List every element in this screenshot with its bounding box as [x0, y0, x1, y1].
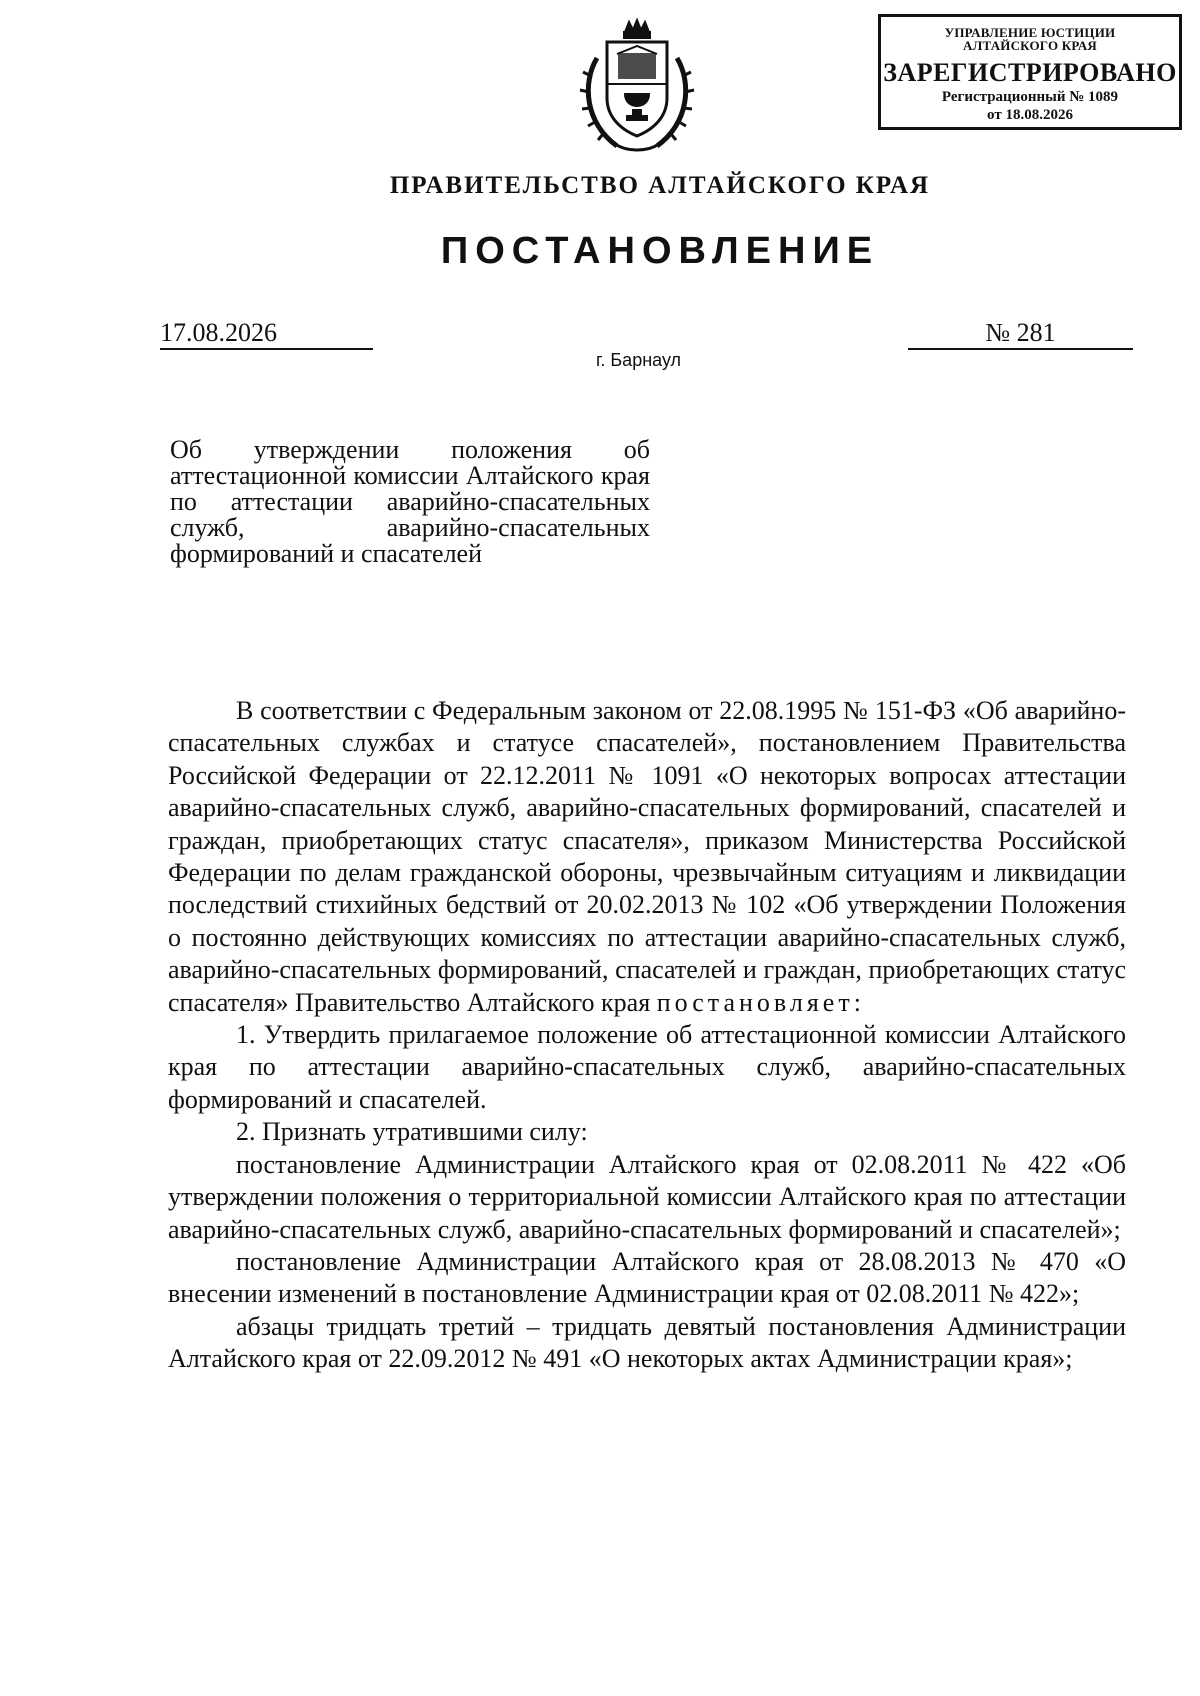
- document-date: 17.08.2026: [160, 318, 373, 350]
- stamp-reg-number: Регистрационный № 1089: [941, 89, 1119, 105]
- document-city: г. Барнаул: [596, 350, 682, 370]
- stamp-status: ЗАРЕГИСТРИРОВАНО: [883, 58, 1177, 87]
- document-number: № 281: [908, 318, 1133, 350]
- item-2-paragraph: 2. Признать утратившими силу:: [236, 1117, 588, 1147]
- item-2c-paragraph: абзацы тридцать третий – тридцать девятый постановления Администрации Алтайского края от 22.09.2012 № 491 «О некоторых актах Администрации края»;: [168, 1311, 1126, 1374]
- preamble-paragraph: [168, 695, 1126, 1019]
- document-type-title: ПОСТАНОВЛЕНИЕ: [440, 230, 880, 272]
- document-body: [168, 695, 1126, 1376]
- item-1-paragraph: 1. Утвердить прилагаемое положение об аттестационной комиссии Алтайского края по аттестации аварийно-спасательных служб, аварийно-спасательных формирований и спасателей.: [168, 1020, 1126, 1114]
- decree-word: постановляет:: [656, 987, 865, 1017]
- preamble-text: В соответствии с Федеральным законом от 22.08.1995 № 151-ФЗ «Об аварийно-спасательных службах и статусе спасателей», постановлением Правительства Российской Федерации от 22.12.2011 № 1091 «О некоторых вопросах аттестации аварийно-спасательных служб, аварийно-спасательных формирований, спасателей и граждан, приобретающих статус спасателя», приказом Министерства Российской Федерации по делам гражданской обороны, чрезвычайным ситуациям и ликвидации последствий стихийных бедствий от 20.02.2013 № 102 «Об утверждении Положения о постоянно действующих комиссиях по аттестации аварийно-спасательных служб, аварийно-спасательных формирований, спасателей и граждан, приобретающих статус спасателя» Правительство Алтайского края: [168, 696, 1126, 1017]
- government-title: ПРАВИТЕЛЬСТВО АЛТАЙСКОГО КРАЯ: [389, 172, 931, 199]
- item-2a-paragraph: постановление Администрации Алтайского края от 02.08.2011 № 422 «Об утверждении положения о территориальной комиссии Алтайского края по аттестации аварийно-спасательных служб, аварийно-спасательных формирований и спасателей»;: [168, 1149, 1126, 1244]
- coat-of-arms-emblem: [577, 18, 697, 160]
- registration-stamp: [878, 14, 1182, 130]
- stamp-org: [881, 26, 1179, 52]
- stamp-reg-date: от 18.08.2026: [987, 107, 1073, 123]
- document-subject: Об утверждении положения об аттестационной комиссии Алтайского края по аттестации аварийно-спасательных служб, аварийно-спасательных формирований и спасателей: [170, 435, 650, 568]
- stamp-org-line1: УПРАВЛЕНИЕ ЮСТИЦИИ: [944, 25, 1116, 40]
- item-2b-paragraph: постановление Администрации Алтайского края от 28.08.2013 № 470 «О внесении изменений в постановление Администрации края от 02.08.2011 № 422»;: [168, 1246, 1126, 1309]
- stamp-org-line2: АЛТАЙСКОГО КРАЯ: [963, 38, 1097, 53]
